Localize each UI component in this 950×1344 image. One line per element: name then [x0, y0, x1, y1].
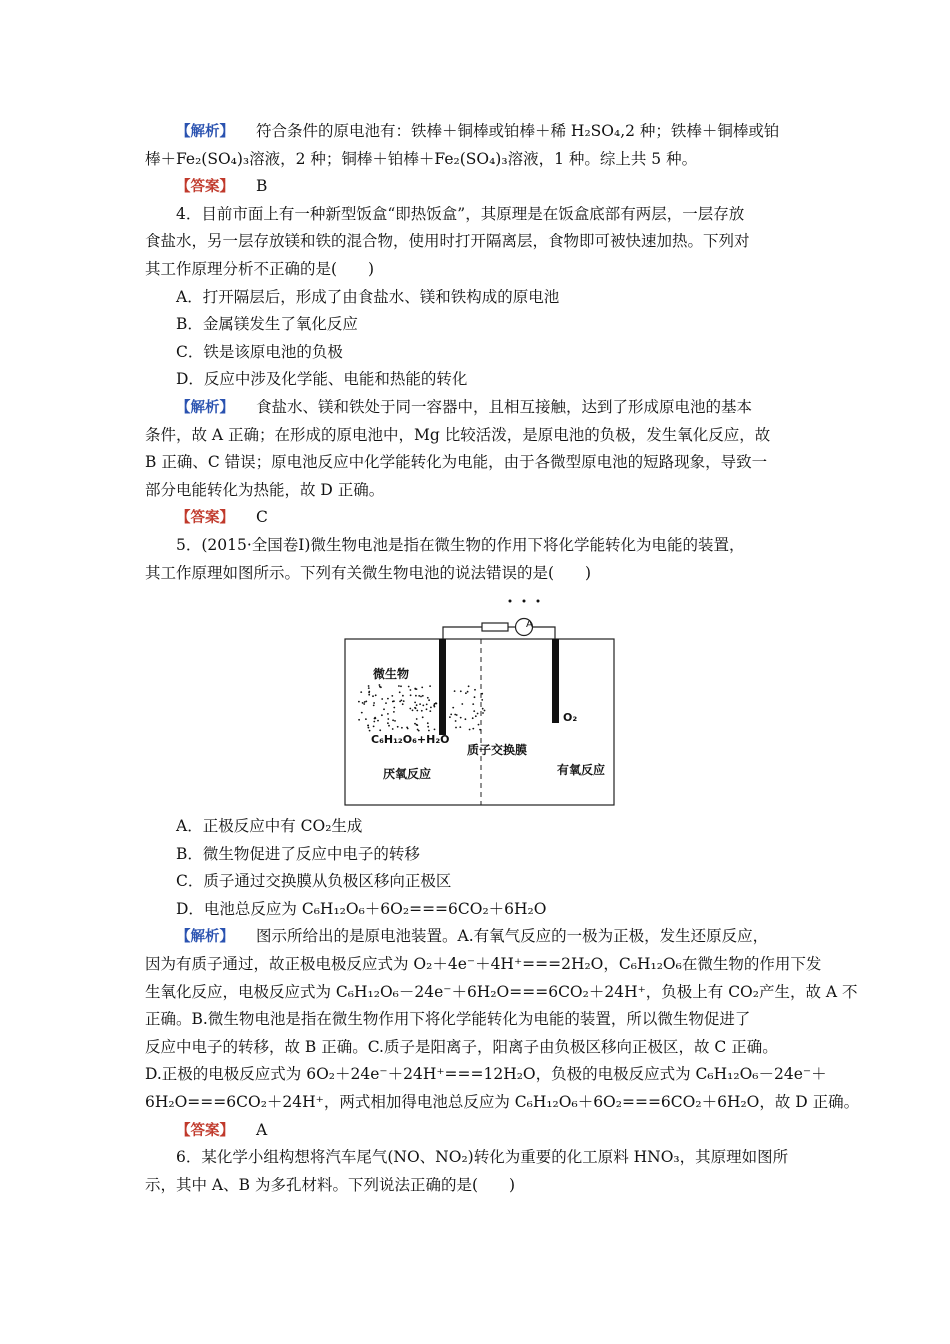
resistor-icon	[482, 623, 508, 631]
microbe-dot	[381, 714, 383, 716]
analysis-tag: 【解析】	[176, 929, 234, 946]
microbe-dot	[455, 720, 457, 722]
microbe-dot	[478, 724, 480, 726]
microbe-dot	[406, 727, 408, 729]
microbe-dot	[364, 701, 366, 703]
microbial-cell-figure	[145, 591, 805, 809]
microbe-dot	[373, 702, 375, 704]
analysis-text: D.正极的电极反应式为 6O₂＋24e⁻＋24H⁺===12H₂O，负极的电极反应式为 C₆H₁₂O₆－24e⁻＋	[145, 1065, 827, 1084]
microbe-dot	[394, 720, 396, 722]
microbe-dot	[374, 717, 376, 719]
microbe-dot	[427, 722, 429, 724]
microbe-dot	[368, 691, 370, 693]
microbe-dot	[387, 698, 389, 700]
analysis-paragraph	[145, 394, 805, 422]
electron-dot	[537, 600, 540, 603]
microbe-dot	[422, 705, 424, 707]
microbe-dot	[418, 730, 420, 732]
option-c: C．质子通过交换膜从负极区移向正极区	[176, 872, 452, 891]
microbe-dot	[401, 727, 403, 729]
microbe-dot	[410, 689, 412, 691]
option-d: D．反应中涉及化学能、电能和热能的转化	[176, 370, 468, 389]
microbe-dot	[416, 724, 418, 726]
microbe-dot	[387, 713, 389, 715]
microbe-dot	[403, 700, 405, 702]
microbe-dot	[475, 715, 477, 717]
wire-left	[443, 627, 482, 639]
microbe-dot	[484, 710, 486, 712]
question-stem: 5．(2015·全国卷Ⅰ)微生物电池是指在微生物的作用下将化学能转化为电能的装置，	[176, 535, 745, 554]
microbe-dot	[372, 695, 374, 697]
microbe-dot	[482, 712, 484, 714]
microbe-dot	[465, 718, 467, 720]
microbe-dot	[379, 686, 381, 688]
microbe-dot	[415, 695, 417, 697]
microbe-dot	[414, 702, 416, 704]
analysis-paragraph	[145, 923, 805, 951]
electron-dot	[523, 600, 526, 603]
microbe-dot	[392, 719, 394, 721]
microbe-dot	[416, 710, 418, 712]
microbe-dot	[393, 700, 395, 702]
question-stem: 4．目前市面上有一种新型饭盒“即热饭盒”，其原理是在饭盒底部有两层，一层存放	[176, 204, 745, 223]
question-stem: 示，其中 A、B 为多孔材料。下列说法正确的是( )	[145, 1175, 516, 1194]
positive-electrode	[552, 639, 559, 723]
microbe-dot	[381, 698, 383, 700]
microbe-dot	[368, 727, 370, 729]
microbe-dot	[465, 692, 467, 694]
microbe-dot	[472, 717, 474, 719]
microbe-dot	[387, 722, 389, 724]
microbe-dot	[422, 716, 424, 718]
microbe-dot	[361, 712, 363, 714]
microbe-dot	[410, 694, 412, 696]
microbe-dot	[412, 709, 414, 711]
microbe-dot	[416, 704, 418, 706]
microbe-dot	[365, 701, 367, 703]
microbe-dot	[429, 710, 431, 712]
microbe-dot	[426, 708, 428, 710]
microbe-dot	[469, 729, 471, 731]
microbe-dot	[414, 723, 416, 725]
microbe-dot	[477, 713, 479, 715]
microbe-dot	[449, 716, 451, 718]
microbe-dot	[368, 687, 370, 689]
microbe-dot	[416, 718, 418, 720]
electron-dot	[509, 600, 512, 603]
microbe-dot	[421, 687, 423, 689]
microbe-dot	[455, 727, 457, 729]
analysis-text: 图示所给出的是原电池装置。A.有氧气反应的一极为正极，发生还原反应，	[256, 927, 769, 946]
microbe-dot	[373, 705, 375, 707]
microbe-label: 微生物	[373, 667, 410, 682]
anaerobic-label: 厌氧反应	[383, 767, 432, 782]
microbe-dot	[472, 728, 474, 730]
microbe-dot	[474, 689, 476, 691]
microbe-dot	[450, 714, 452, 716]
microbe-dot	[393, 707, 395, 709]
microbe-dot	[467, 691, 469, 693]
wire-right	[533, 627, 555, 639]
microbe-dot	[379, 729, 381, 731]
microbe-dot	[459, 726, 461, 728]
microbe-dot	[391, 695, 393, 697]
microbe-dot	[468, 685, 470, 687]
analysis-text: 食盐水、镁和铁处于同一容器中，且相互接触，达到了形成原电池的基本	[256, 397, 753, 416]
analysis-text: 正确。B.微生物电池是指在微生物作用下将化学能转化为电能的装置，所以微生物促进了	[145, 1010, 751, 1029]
analysis-text: 生氧化反应，电极反应式为 C₆H₁₂O₆－24e⁻＋6H₂O===6CO₂＋24H⁺，负极上有 CO₂产生，故 A 不	[145, 982, 858, 1001]
microbe-dot	[428, 730, 430, 732]
microbe-dot	[414, 707, 416, 709]
microbe-dot	[409, 708, 411, 710]
microbe-dot	[460, 690, 462, 692]
microbe-dot	[388, 725, 390, 727]
microbe-dot	[402, 695, 404, 697]
analysis-paragraph	[145, 118, 805, 146]
microbe-dot	[399, 691, 401, 693]
microbe-dot	[419, 703, 421, 705]
microbe-dot	[452, 707, 454, 709]
microbe-dot	[418, 695, 420, 697]
microbe-dot	[408, 686, 410, 688]
microbe-dot	[479, 729, 481, 731]
microbe-dot	[482, 708, 484, 710]
ammeter-label: A	[526, 619, 533, 631]
microbe-dot	[362, 702, 364, 704]
option-b: B．金属镁发生了氧化反应	[176, 315, 358, 334]
answer-tag: 【答案】	[176, 510, 234, 527]
document-page	[145, 118, 860, 1199]
microbe-dot	[422, 695, 424, 697]
microbe-dot	[383, 708, 385, 710]
microbe-dot	[435, 702, 437, 704]
option-d: D．电池总反应为 C₆H₁₂O₆＋6O₂===6CO₂＋6H₂O	[176, 899, 547, 918]
microbe-dot	[367, 725, 369, 727]
microbe-dot	[387, 718, 389, 720]
question-stem: 其工作原理分析不正确的是( )	[145, 259, 375, 278]
option-a: A．正极反应中有 CO₂生成	[176, 817, 363, 836]
microbe-dot	[377, 720, 379, 722]
microbe-dot	[426, 704, 428, 706]
microbe-dot	[460, 717, 462, 719]
glucose-label: C₆H₁₂O₆+H₂O	[371, 733, 450, 747]
microbe-dot	[434, 706, 436, 708]
microbe-dot	[385, 702, 387, 704]
answer-line	[145, 1117, 805, 1145]
question-stem: 其工作原理如图所示。下列有关微生物电池的说法错误的是( )	[145, 563, 592, 582]
microbe-dot	[379, 684, 381, 686]
microbe-dot	[473, 710, 475, 712]
microbe-particles	[358, 684, 485, 731]
answer-value: B	[256, 177, 268, 196]
microbe-dot	[402, 703, 404, 705]
aerobic-label: 有氧反应	[557, 763, 606, 778]
microbe-dot	[421, 710, 423, 712]
microbe-dot	[398, 685, 400, 687]
answer-line	[145, 504, 805, 532]
microbe-dot	[401, 700, 403, 702]
microbe-dot	[427, 726, 429, 728]
microbe-dot	[481, 699, 483, 701]
microbe-dot	[427, 697, 429, 699]
microbe-dot	[365, 718, 367, 720]
membrane-label: 质子交换膜	[467, 743, 528, 758]
analysis-text: 棒＋Fe₂(SO₄)₃溶液，2 种；铜棒＋铂棒＋Fe₂(SO₄)₃溶液，1 种。综上共 5 种。	[145, 149, 698, 168]
microbe-dot	[358, 701, 360, 703]
question-stem: 食盐水，另一层存放镁和铁的混合物，使用时打开隔离层，食物即可被快速加热。下列对	[145, 232, 750, 251]
microbe-dot	[434, 729, 436, 731]
analysis-text: 6H₂O===6CO₂＋24H⁺，两式相加得电池总反应为 C₆H₁₂O₆＋6O₂===6CO₂＋6H₂O，故 D 正确。	[145, 1093, 860, 1112]
microbe-dot	[369, 730, 371, 732]
microbe-dot	[373, 721, 375, 723]
option-a: A．打开隔层后，形成了由食盐水、镁和铁构成的原电池	[176, 287, 560, 306]
analysis-tag: 【解析】	[176, 399, 234, 416]
answer-tag: 【答案】	[176, 179, 234, 196]
microbe-dot	[428, 699, 430, 701]
option-c: C．铁是该原电池的负极	[176, 342, 343, 361]
microbe-dot	[360, 691, 362, 693]
microbe-dot	[363, 703, 365, 705]
answer-line	[145, 173, 805, 201]
analysis-text: 反应中电子的转移，故 B 正确。C.质子是阳离子，阳离子由负极区移向正极区，故 C 正确。	[145, 1037, 778, 1056]
analysis-text: B 正确、C 错误；原电池反应中化学能转化为电能，由于各微型原电池的短路现象，导致一	[145, 453, 768, 472]
microbe-dot	[420, 696, 422, 698]
answer-value: A	[256, 1120, 268, 1139]
analysis-text: 条件，故 A 正确；在形成的原电池中，Mg 比较活泼，是原电池的负极，发生氧化反应，故	[145, 425, 771, 444]
microbe-dot	[397, 726, 399, 728]
microbe-dot	[368, 685, 370, 687]
microbe-dot	[375, 694, 377, 696]
option-b: B．微生物促进了反应中电子的转移	[176, 844, 420, 863]
analysis-text: 因为有质子通过，故正极电极反应式为 O₂＋4e⁻＋4H⁺===2H₂O，C₆H₁₂O₆在微生物的作用下发	[145, 955, 822, 974]
microbe-dot	[373, 726, 375, 728]
microbe-dot	[358, 719, 360, 721]
analysis-tag: 【解析】	[176, 124, 234, 140]
analysis-text: 部分电能转化为热能，故 D 正确。	[145, 480, 385, 499]
microbe-dot	[461, 703, 463, 705]
microbe-dot	[400, 685, 402, 687]
microbe-dot	[429, 685, 431, 687]
microbe-dot	[474, 696, 476, 698]
negative-electrode	[439, 639, 446, 735]
question-stem: 6．某化学小组构想将汽车尾气(NO、NO₂)转化为重要的化工原料 HNO₃，其原理如图所	[176, 1148, 789, 1167]
microbe-dot	[472, 703, 474, 705]
microbe-dot	[454, 690, 456, 692]
answer-tag: 【答案】	[176, 1122, 234, 1139]
answer-value: C	[256, 508, 268, 527]
microbe-dot	[481, 693, 483, 695]
microbe-dot	[454, 714, 456, 716]
microbe-dot	[392, 728, 394, 730]
o2-label: O₂	[563, 711, 578, 725]
microbe-dot	[368, 694, 370, 696]
microbe-dot	[393, 711, 395, 713]
analysis-text: 符合条件的原电池有：铁棒＋铜棒或铂棒＋稀 H₂SO₄,2 种；铁棒＋铜棒或铂	[256, 122, 780, 140]
microbe-dot	[415, 688, 417, 690]
microbe-dot	[430, 707, 432, 709]
